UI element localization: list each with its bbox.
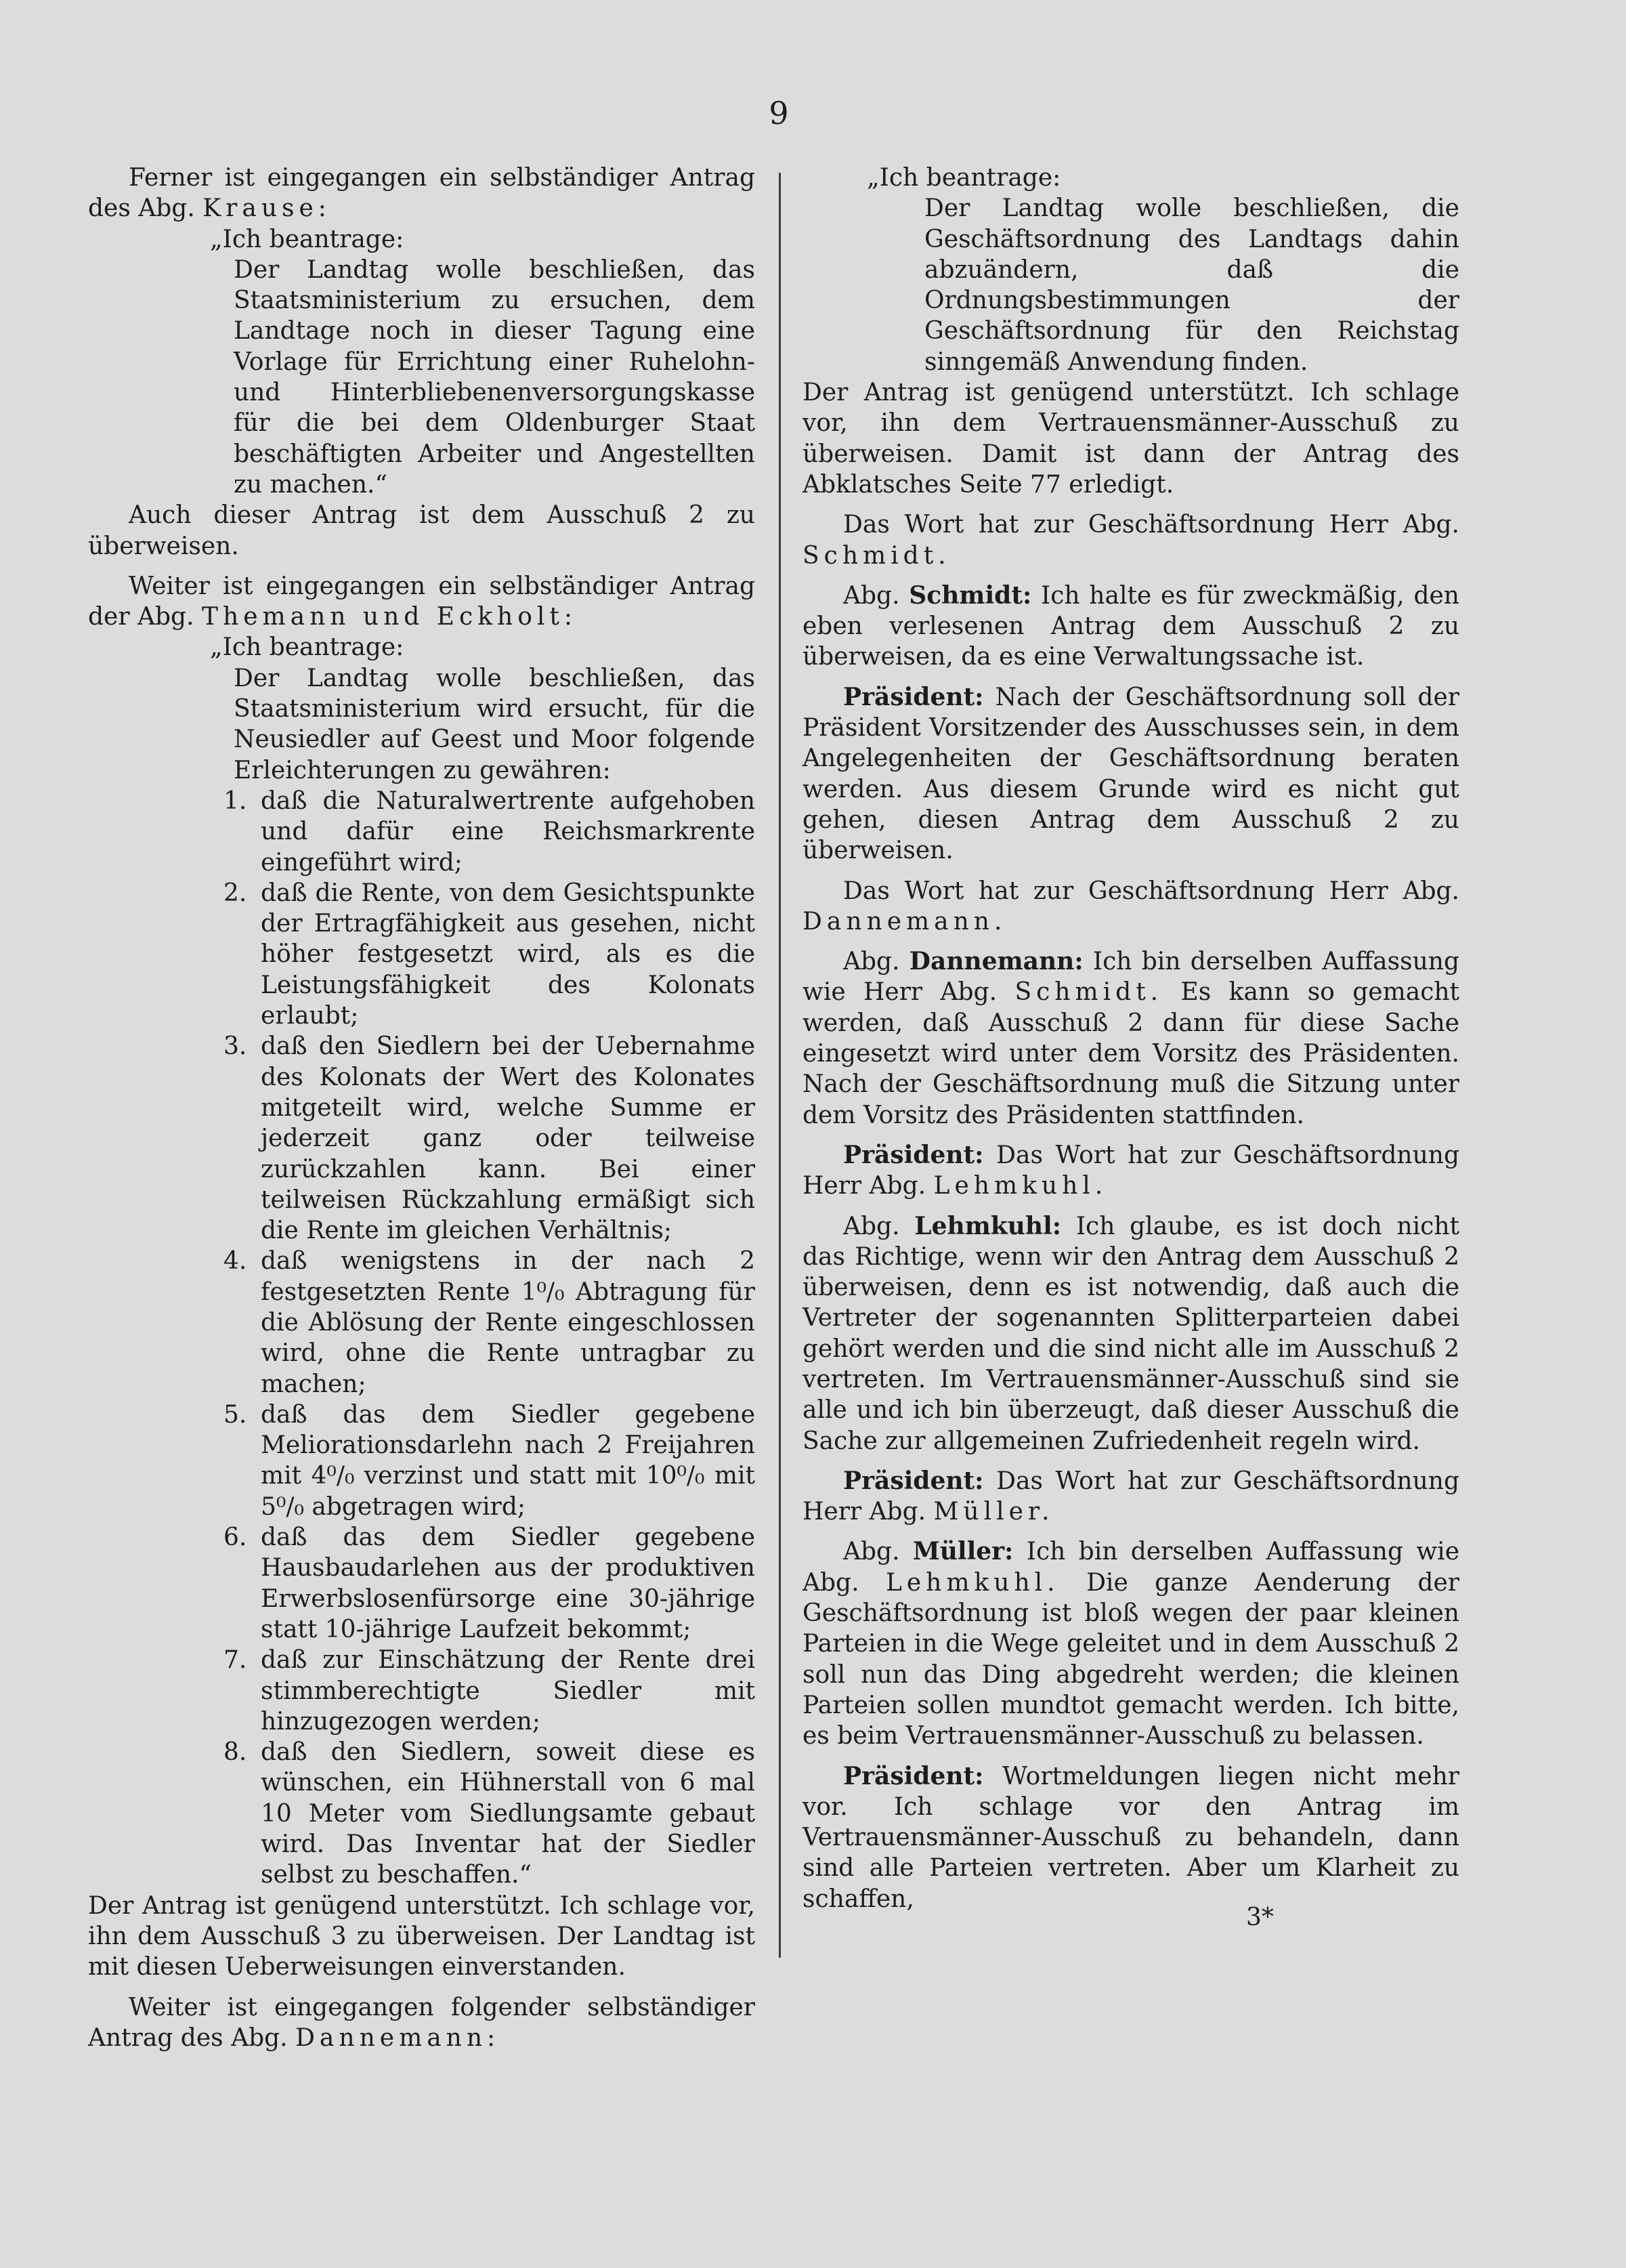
paragraph	[88, 1992, 755, 2054]
speech-text: Es kann so gemacht werden, daß Ausschuß 2 dann für diese Sache eingesetzt wird unter dem Vorsitz des Präsidenten. Nach der Geschäftsordnung muß die Sitzung unter dem Vorsitz des Präsidenten stattfinden.	[803, 978, 1460, 1129]
speaker-name: Präsident:	[843, 1466, 984, 1495]
signature-mark: 3*	[1246, 1904, 1274, 1931]
list-text: daß das dem Siedler gegebene Hausbaudarlehen aus der produktiven Erwerbslosenfürsorge eine 30-jährige statt 10-jährige Laufzeit bekommt;	[261, 1524, 755, 1643]
list-item	[88, 1400, 755, 1522]
quote-body: Der Landtag wolle beschließen, das Staatsministerium wird ersucht, für die Neusiedler auf Geest und Moor folgende Erleichterungen zu gewähren:	[234, 664, 755, 784]
speaker-name: Präsident:	[843, 1140, 984, 1169]
list-item	[88, 1645, 755, 1737]
speech-text: Ich bin derselben Auffassung wie Herr Abg.	[803, 948, 1459, 1007]
speech	[803, 682, 1459, 866]
list-number: 5.	[223, 1400, 247, 1429]
speaker-prefix: Abg.	[843, 1538, 900, 1566]
speech	[803, 1536, 1459, 1751]
speaker-prefix: Abg.	[843, 581, 900, 610]
left-column	[88, 163, 755, 2053]
member-name: Schmidt.	[1014, 978, 1163, 1007]
list-text: daß die Naturalwertrente aufgehoben und dafür eine Reichsmarkrente eingeführt wird;	[261, 786, 755, 877]
speech	[803, 581, 1459, 673]
list-number: 3.	[223, 1032, 247, 1061]
speech	[803, 1211, 1459, 1456]
list-item	[88, 1031, 755, 1246]
member-name: Dannemann:	[295, 2023, 500, 2052]
page-number: 9	[769, 95, 789, 131]
speaker-prefix: Abg.	[843, 1212, 900, 1240]
list-item	[88, 878, 755, 1031]
speech	[803, 946, 1459, 1131]
quote-lead: „Ich beantrage:	[210, 633, 404, 662]
paragraph-text: Ferner ist eingegangen ein selbständiger Antrag des Abg.	[88, 164, 755, 223]
list-text: daß den Siedlern, soweit diese es wünschen, ein Hühnerstall von 6 mal 10 Meter vom Siedlungsamte gebaut wird. Das Inventar hat der Siedler selbst zu beschaffen.“	[261, 1738, 755, 1889]
speech-text: Ich glaube, es ist doch nicht das Richtige, wenn wir den Antrag dem Ausschuß 2 überweisen, denn es ist notwendig, daß auch die Vertreter der sogenannten Splitterparteien dabei gehört werden und die sind nicht alle im Ausschuß 2 vertreten. Im Vertrauensmänner-Ausschuß sind sie alle und ich bin überzeugt, daß dieser Ausschuß die Sache zur allgemeinen Zufriedenheit regeln wird.	[803, 1212, 1459, 1455]
list-text: daß zur Einschätzung der Rente drei stimmberechtigte Siedler mit hinzugezogen werden;	[261, 1646, 755, 1736]
speaker-name: Präsident:	[843, 1761, 984, 1790]
speech-text: Das Wort hat zur Geschäftsordnung Herr Abg.	[803, 1467, 1459, 1526]
list-item	[88, 1522, 755, 1645]
paragraph-text: Das Wort hat zur Geschäftsordnung Herr Abg.	[843, 511, 1459, 539]
list-number: 6.	[223, 1524, 247, 1552]
list-number: 8.	[223, 1738, 247, 1767]
speech	[803, 1140, 1459, 1202]
paragraph	[88, 571, 755, 633]
list-number: 4.	[223, 1247, 247, 1276]
speech-text: Ich halte es für zweckmäßig, den eben verlesenen Antrag dem Ausschuß 2 zu überweisen, da es eine Verwaltungssache ist.	[803, 581, 1459, 671]
paragraph	[88, 163, 755, 224]
speech	[803, 1761, 1459, 1914]
speech-text: Ich bin derselben Auffassung wie Abg.	[803, 1538, 1460, 1597]
member-name: Dannemann.	[803, 907, 1007, 936]
speaker-name: Dannemann:	[909, 947, 1084, 976]
list-text: daß das dem Siedler gegebene Meliorationsdarlehn nach 2 Freijahren mit 4⁰/₀ verzinst und statt mit 10⁰/₀ mit 5⁰/₀ abgetragen wird;	[261, 1400, 755, 1521]
speaker-name: Lehmkuhl:	[914, 1211, 1062, 1240]
paragraph-text: Weiter ist eingegangen folgender selbständiger Antrag des Abg.	[88, 1993, 755, 2052]
paragraph-text: Das Wort hat zur Geschäftsordnung Herr Abg.	[843, 877, 1459, 905]
speaker-name: Schmidt:	[909, 581, 1032, 610]
member-name: Lehmkuhl.	[885, 1568, 1060, 1597]
member-name: Müller.	[933, 1498, 1054, 1526]
paragraph: Der Antrag ist genügend unterstützt. Ich schlage vor, ihn dem Ausschuß 3 zu überweisen. Der Landtag ist mit diesen Ueberweisungen einverstanden.	[88, 1891, 755, 1981]
list-item	[88, 1246, 755, 1399]
paragraph-text: Weiter ist eingegangen ein selbständiger Antrag der Abg.	[88, 572, 755, 631]
list-item	[88, 1737, 755, 1890]
list-number: 7.	[223, 1646, 247, 1675]
speech	[803, 1466, 1459, 1528]
speech-text: Die ganze Aenderung der Geschäftsordnung ist bloß wegen der paar kleinen Parteien in die Wege geleitet und in dem Ausschuß 2 soll nun das Ding abgedreht werden; die kleinen Parteien sollen mundtot gemacht werden. Ich bitte, es beim Vertrauensmänner-Ausschuß zu belassen.	[803, 1568, 1459, 1750]
list-text: daß wenigstens in der nach 2 festgesetzten Rente 1⁰/₀ Abtragung für die Ablösung der Rente eingeschlossen wird, ohne die Rente untragbar zu machen;	[261, 1247, 755, 1398]
speaker-name: Präsident:	[843, 682, 984, 711]
list-item	[88, 786, 755, 878]
speaker-prefix: Abg.	[843, 948, 900, 976]
list-text: daß die Rente, von dem Gesichtspunkte der Ertragfähigkeit aus gesehen, nicht höher festgesetzt wird, als es die Leistungsfähigkeit des Kolonats erlaubt;	[261, 879, 755, 1030]
list-number: 2.	[223, 879, 247, 907]
member-names: Themann und Eckholt:	[202, 603, 577, 631]
member-name: Krause:	[202, 194, 331, 223]
quote-lead: „Ich beantrage:	[210, 225, 404, 253]
speech-text: Nach der Geschäftsordnung soll der Präsident Vorsitzender des Ausschusses sein, in dem Angelegenheiten der Geschäftsordnung beraten werden. Aus diesem Grunde wird es nicht gut gehen, diesen Antrag dem Ausschuß 2 zu überweisen.	[803, 683, 1459, 865]
list-number: 1.	[223, 786, 247, 815]
right-column	[803, 163, 1459, 1914]
member-name: Lehmkuhl.	[933, 1172, 1108, 1200]
paragraph: Der Antrag ist genügend unterstützt. Ich schlage vor, ihn dem Vertrauensmänner-Ausschuß zu überweisen. Damit ist dann der Antrag des Abklatsches Seite 77 erledigt.	[803, 379, 1459, 499]
quote-body: Der Landtag wolle beschließen, die Geschäftsordnung des Landtags dahin abzuändern, daß die Ordnungsbestimmungen der Geschäftsordnung für den Reichstag sinngemäß Anwendung finden.	[924, 194, 1459, 376]
paragraph	[803, 876, 1459, 938]
quote-lead: „Ich beantrage:	[867, 164, 1061, 192]
list-text: daß den Siedlern bei der Uebernahme des Kolonats der Wert des Kolonates mitgeteilt wird, welche Summe er jederzeit ganz oder teilweise zurückzahlen kann. Bei einer teilweisen Rückzahlung ermäßigt sich die Rente im gleichen Verhältnis;	[261, 1032, 755, 1245]
quote-body: Der Landtag wolle beschließen, das Staatsministerium zu ersuchen, dem Landtage noch in dieser Tagung eine Vorlage für Errichtung einer Ruhelohn- und Hinterbliebenenversorgungskasse für die bei dem Oldenburger Staat beschäftigten Arbeiter und Angestellten zu machen.“	[234, 255, 755, 499]
demand-list	[88, 786, 755, 1891]
column-divider	[779, 173, 781, 1958]
member-name: Schmidt.	[803, 541, 951, 570]
paragraph	[803, 509, 1459, 571]
speech-text: Wortmeldungen liegen nicht mehr vor. Ich schlage vor den Antrag im Vertrauensmänner-Ausschuß zu behandeln, dann sind alle Parteien vertreten. Aber um Klarheit zu schaffen,	[803, 1762, 1459, 1913]
speaker-name: Müller:	[912, 1537, 1014, 1566]
paragraph: Auch dieser Antrag ist dem Ausschuß 2 zu überweisen.	[88, 501, 755, 560]
speech-text: Das Wort hat zur Geschäftsordnung Herr Abg.	[803, 1141, 1459, 1200]
